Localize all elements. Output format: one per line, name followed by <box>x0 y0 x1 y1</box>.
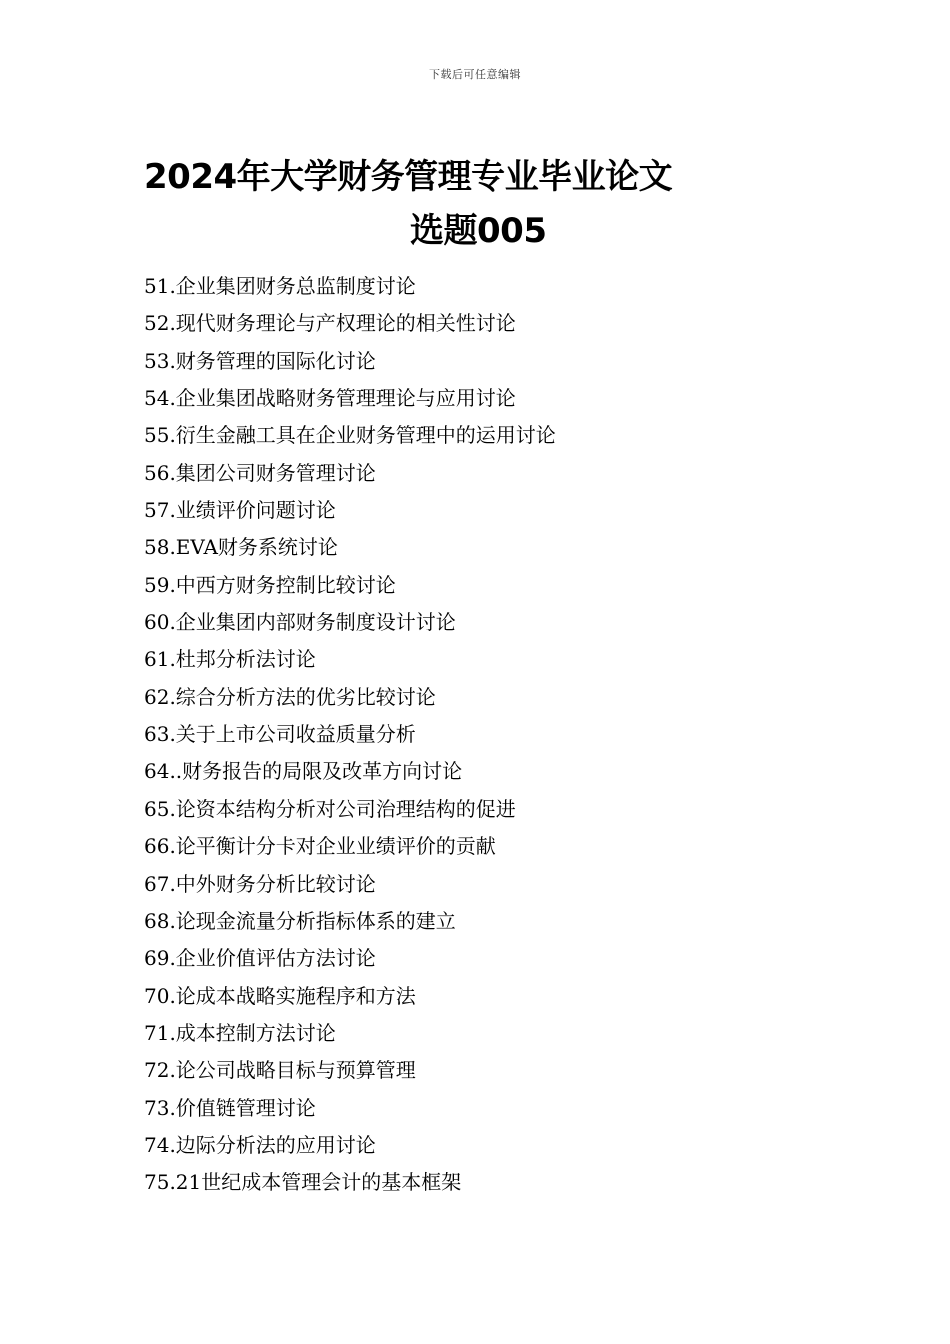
list-item: 68.论现金流量分析指标体系的建立 <box>144 908 456 933</box>
list-item: 62.综合分析方法的优劣比较讨论 <box>144 684 436 709</box>
list-item: 72.论公司战略目标与预算管理 <box>144 1058 416 1083</box>
list-item: 70.论成本战略实施程序和方法 <box>144 983 416 1008</box>
list-item: 64..财务报告的局限及改革方向讨论 <box>144 759 463 784</box>
document-title <box>144 150 806 258</box>
list-item: 61.杜邦分析法讨论 <box>144 647 316 672</box>
list-item: 73.价值链管理讨论 <box>144 1095 316 1120</box>
list-item: 71.成本控制方法讨论 <box>144 1020 336 1045</box>
list-item: 60.企业集团内部财务制度设计讨论 <box>144 610 456 635</box>
list-item: 54.企业集团战略财务管理理论与应用讨论 <box>144 386 516 411</box>
list-item: 58.EVA财务系统讨论 <box>144 535 338 560</box>
list-item: 52.现代财务理论与产权理论的相关性讨论 <box>144 311 516 336</box>
list-item: 55.衍生金融工具在企业财务管理中的运用讨论 <box>144 423 556 448</box>
list-item: 63.关于上市公司收益质量分析 <box>144 722 416 747</box>
topic-list <box>144 268 556 1202</box>
list-item: 69.企业价值评估方法讨论 <box>144 946 376 971</box>
list-item: 53.财务管理的国际化讨论 <box>144 348 376 373</box>
document-title-line-1: 2024年大学财务管理专业毕业论文 <box>144 157 673 197</box>
header-note: 下载后可任意编辑 <box>429 68 521 81</box>
list-item: 59.中西方财务控制比较讨论 <box>144 572 396 597</box>
list-item: 67.中外财务分析比较讨论 <box>144 871 376 896</box>
list-item: 75.21世纪成本管理会计的基本框架 <box>144 1170 462 1195</box>
list-item: 65.论资本结构分析对公司治理结构的促进 <box>144 796 516 821</box>
list-item: 74.边际分析法的应用讨论 <box>144 1132 376 1157</box>
list-item: 57.业绩评价问题讨论 <box>144 498 336 523</box>
document-title-line-2: 选题005 <box>410 211 547 251</box>
list-item: 56.集团公司财务管理讨论 <box>144 460 376 485</box>
list-item: 66.论平衡计分卡对企业业绩评价的贡献 <box>144 834 496 859</box>
list-item: 51.企业集团财务总监制度讨论 <box>144 274 416 298</box>
